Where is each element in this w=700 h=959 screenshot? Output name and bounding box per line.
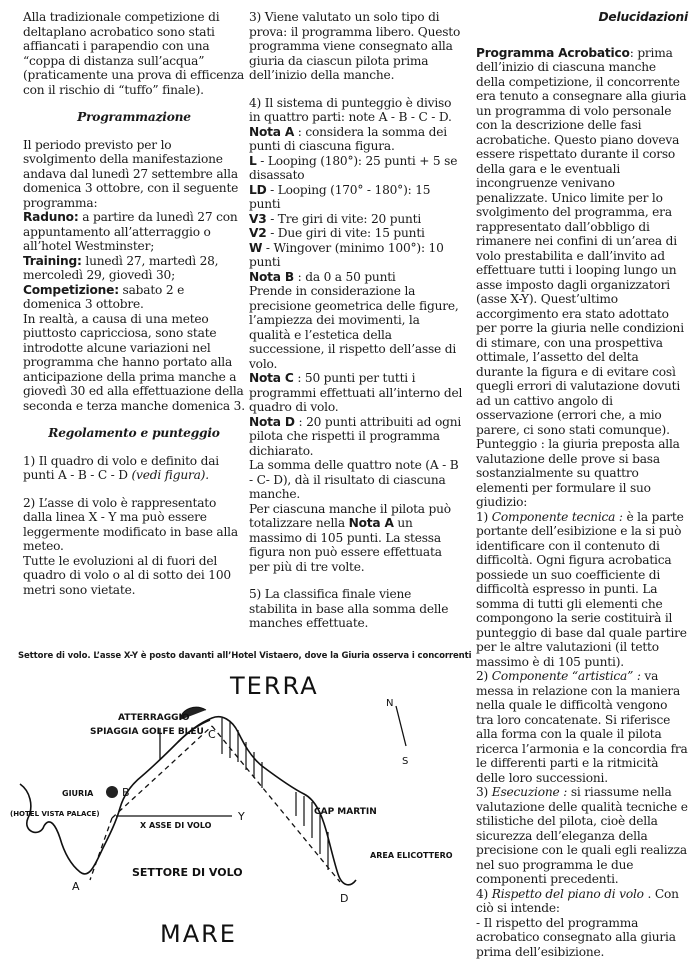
point-c: C — [208, 728, 216, 741]
compass-needle — [396, 706, 406, 746]
wingover-label: W — [249, 241, 262, 255]
rule-2: 2) L’asse di volo è rappresentato dalla linea X - Y ma può essere leggermente modificato in base alla meteo. — [23, 496, 245, 554]
column-3 — [476, 10, 688, 959]
looping-line — [249, 154, 463, 183]
v3-label: V3 — [249, 212, 267, 226]
componente-3-text: si riassume nella valutazione delle qualità tecniche e stilistiche del pilota, cioè della sicurezza dell’eleganza della precisione con le quali egli realizza nel suo programma le due componenti precedenti. — [476, 785, 688, 886]
v2-line — [249, 226, 463, 241]
raduno-label: Raduno: — [23, 210, 79, 224]
nota-b-label: Nota B — [249, 270, 294, 284]
delucidazioni-title: Delucidazioni — [476, 10, 688, 25]
componente-4: 4) Rispetto del piano di volo . Con ciò si intende: — [476, 887, 688, 916]
componente-2-text: va messa in relazione con la maniera nella quale le difficoltà vengono tra loro concatenate. Si riferisce alla forma con la quale il pilota ricerca l’armonia e la concordia fra le differenti parti e la ritmicità delle loro successioni. — [476, 669, 688, 785]
nota-c-label: Nota C — [249, 371, 294, 385]
sector-line-c-d — [212, 726, 340, 882]
rule-5: 5) La classifica finale viene stabilita in base alla somma delle manches effettuate. — [249, 587, 463, 631]
compass-south: S — [402, 756, 408, 767]
raduno-line — [23, 210, 245, 254]
componente-4-item: - Il rispetto del programma acrobatico consegnato alla giuria prima dell’esibizione. — [476, 916, 688, 959]
massimo-bold: Nota A — [349, 516, 394, 530]
compass-north: N — [386, 698, 393, 709]
componente-3: 3) Esecuzione : si riassume nella valutazione delle qualità tecniche e stilistiche del pilota, cioè della sicurezza dell’eleganza della precisione con le quali egli realizza nel suo programma le due componenti precedenti. — [476, 785, 688, 887]
massimo-text-a: Per ciascuna manche il pilota può totalizzare nella — [249, 502, 451, 531]
variazioni-paragraph: In realtà, a causa di una meteo piuttosto capricciosa, sono state introdotte alcune variazioni nel programma che hanno portato alla anticipazione della prima manche a giovedì 30 ed alla effettuazione della seconda e terza manche domenica 3. — [23, 312, 245, 414]
training-label: Training: — [23, 254, 82, 268]
componente-2-label: Componente “artistica” : — [492, 669, 641, 683]
rule-4: 4) Il sistema di punteggio è diviso in quattro parti: note A - B - C - D. — [249, 96, 463, 125]
heading-regolamento: Regolamento e punteggio — [23, 426, 245, 441]
nota-b-description: Prende in considerazione la precisione geometrica delle figure, l’ampiezza dei movimenti, la qualità e l’estetica della successione, il rispetto dell’asse di volo. — [249, 284, 463, 371]
v3-line — [249, 212, 463, 227]
massimo-text-b: un massimo di 105 punti. La stessa figura non può essere effettuata per più di tre volte. — [249, 516, 442, 574]
heading-programmazione: Programmazione — [23, 110, 245, 125]
componente-4-label: Rispetto del piano di volo — [492, 887, 644, 901]
nota-a-label: Nota A — [249, 125, 294, 139]
nota-a-line — [249, 125, 463, 154]
point-y: Y — [237, 810, 245, 823]
rule-1 — [23, 454, 245, 483]
massimo-paragraph — [249, 502, 463, 575]
componente-1-label: Componente tecnica : — [492, 510, 623, 524]
rule-3: 3) Viene valutato un solo tipo di prova: il programma libero. Questo programma viene consegnato alla giuria da ciascun pilota prima dell’inizio della manche. — [249, 10, 463, 83]
competizione-text: sabato 2 e domenica 3 ottobre. — [23, 283, 184, 312]
label-cap-martin: CAP MARTIN — [314, 807, 377, 817]
programma-acrobatico-text: : prima dell’inizio di ciascuna manche della competizione, il concorrente era tenuto a consegnare alla giuria un programma di volo personale con la descrizione delle fasi acrobatiche. Questo piano doveva essere rispettato durante il corso della gara e le eventuali incongruenze venivano penalizzate. Unico limite per lo svolgimento del programma, era rappresentato dall’obbligo di rimanere nei confini di un’area di volo prestabilita e dall’invito ad effettuare tutti i looping lungo un asse imposto dagli organizzatori (asse X-Y). Quest’ultimo accorgimento era stato adottato per porre la giuria nelle condizioni di stimare, con una prospettiva ottimale, l’assetto del delta durante la figura e di evitare così quegli errori di valutazione dovuti ad un cattivo angolo di osservazione (errori che, a mio parere, ci sono stati comunque). — [476, 46, 686, 437]
label-area-elicottero: AREA ELICOTTERO — [370, 851, 453, 860]
label-giuria: GIURIA — [62, 789, 94, 798]
componente-3-label: Esecuzione : — [492, 785, 567, 799]
label-asse-di-volo: X ASSE DI VOLO — [140, 821, 212, 830]
looping-d-label: LD — [249, 183, 266, 197]
competizione-label: Competizione: — [23, 283, 119, 297]
point-a: A — [72, 880, 80, 893]
label-mare: MARE — [160, 920, 237, 948]
somma-paragraph: La somma delle quattro note (A - B - C- D), dà il risultato di ciascuna manche. — [249, 458, 463, 502]
label-terra: TERRA — [229, 672, 319, 700]
competizione-line — [23, 283, 245, 312]
label-hotel: (HOTEL VISTA PALACE) — [10, 810, 100, 818]
column-2 — [249, 10, 463, 631]
label-spiaggia: SPIAGGIA GOLFE BLEU — [90, 727, 204, 737]
nota-c-line — [249, 371, 463, 415]
label-atterraggio: ATTERRAGGIO — [118, 713, 190, 723]
rule-1-ref: (vedi figura). — [132, 468, 209, 482]
training-line — [23, 254, 245, 283]
wingover-line — [249, 241, 463, 270]
nota-d-label: Nota D — [249, 415, 295, 429]
training-text: lunedì 27, martedì 28, mercoledì 29, giovedì 30; — [23, 254, 218, 283]
nota-b-line — [249, 270, 463, 285]
rule-1-text: 1) Il quadro di volo e definito dai punti A - B - C - D — [23, 454, 219, 483]
v2-text: - Due giri di vite: 15 punti — [267, 226, 425, 240]
componente-1-text: è la parte portante dell’esibizione e la si può identificare con il contenuto di difficoltà. Ogni figura acrobatica possiede un suo coefficiente di difficoltà espresso in punti. La somma di tutti gli elementi che compongono la serie costituirà il punteggio di base dal quale partire per le altre valutazioni (il tetto massimo è di 105 punti). — [476, 510, 687, 669]
componente-4-text: . Con ciò si intende: — [476, 887, 679, 916]
v3-text: - Tre giri di vite: 20 punti — [267, 212, 422, 226]
coastline — [20, 717, 356, 885]
rule-2-note: Tutte le evoluzioni al di fuori del quadro di volo o al di sotto dei 100 metri sono vietate. — [23, 554, 245, 598]
raduno-text: a partire da lunedì 27 con appuntamento all’atterraggio o all’hotel Westminster; — [23, 210, 237, 253]
nota-d-text: : 20 punti attribuiti ad ogni pilota che rispetti il programma dichiarato. — [249, 415, 461, 458]
looping-label: L — [249, 154, 257, 168]
programma-paragraph: Il periodo previsto per lo svolgimento della manifestazione andava dal lunedì 27 settembre alla domenica 3 ottobre, con il seguente programma: — [23, 138, 245, 211]
nota-a-text: : considera la somma dei punti di ciascuna figura. — [249, 125, 447, 154]
sector-line-b-c — [112, 726, 212, 818]
flight-sector-map — [0, 666, 470, 954]
wingover-text: - Wingover (minimo 100°): 10 punti — [249, 241, 444, 270]
nota-c-text: : 50 punti per tutti i programmi effettuati all’interno del quadro di volo. — [249, 371, 462, 414]
punteggio-paragraph: Punteggio : la giuria preposta alla valutazione delle prove si basa sostanzialmente su quattro elementi per formulare il suo giudizio: — [476, 437, 688, 510]
point-d: D — [340, 892, 348, 905]
nota-b-text: : da 0 a 50 punti — [298, 270, 396, 284]
nota-d-line — [249, 415, 463, 459]
jury-marker — [106, 786, 118, 798]
point-b: B — [122, 786, 130, 799]
column-1 — [23, 10, 245, 597]
componente-1: 1) Componente tecnica : è la parte portante dell’esibizione e la si può identificare con il contenuto di difficoltà. Ogni figura acrobatica possiede un suo coefficiente di difficoltà espresso in punti. La somma di tutti gli elementi che compongono la serie costituirà il punteggio di base dal quale partire per le altre valutazioni (il tetto massimo è di 105 punti). — [476, 510, 688, 670]
looping-d-text: - Looping (170° - 180°): 15 punti — [249, 183, 430, 212]
programma-acrobatico — [476, 46, 688, 438]
v2-label: V2 — [249, 226, 267, 240]
intro-paragraph: Alla tradizionale competizione di deltaplano acrobatico sono stati affiancati i parapendio con una “coppa di distanza sull’acqua” (praticamente una prova di efficenza con il rischio di “tuffo” finale). — [23, 10, 245, 97]
sector-line-b-a — [90, 818, 112, 880]
label-settore-di-volo: SETTORE DI VOLO — [132, 866, 243, 879]
figure-caption: Settore di volo. L’asse X-Y è posto davanti all’Hotel Vistaero, dove la Giuria osserva i concorrenti — [18, 651, 478, 661]
componente-2: 2) Componente “artistica” : va messa in relazione con la maniera nella quale le difficoltà vengono tra loro concatenate. Si riferisce alla forma con la quale il pilota ricerca l’armonia e la concordia fra le differenti parti e la ritmicità delle loro successioni. — [476, 669, 688, 785]
looping-text: - Looping (180°): 25 punti + 5 se disassato — [249, 154, 457, 183]
looping-d-line — [249, 183, 463, 212]
programma-acrobatico-label: Programma Acrobatico — [476, 46, 630, 60]
